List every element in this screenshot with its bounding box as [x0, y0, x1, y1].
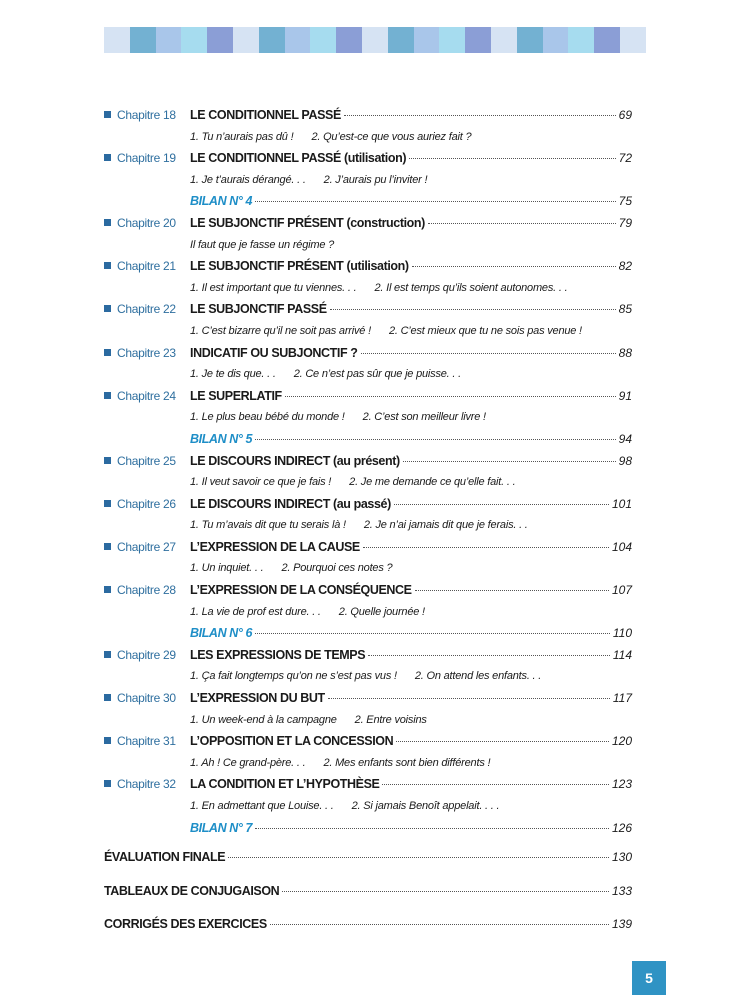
- final-section-title: CORRIGÉS DES EXERCICES: [104, 917, 267, 932]
- chapter-row[interactable]: [104, 451, 632, 473]
- chapter-subtitles: [104, 127, 632, 149]
- page-ref: 98: [618, 453, 632, 468]
- section-gap: [104, 869, 632, 881]
- header-color-strip: [104, 27, 646, 53]
- toc-entry: [190, 494, 632, 516]
- chapter-number: Chapitre 32: [117, 777, 176, 792]
- strip-cell: [414, 27, 440, 53]
- toc-entry: [190, 774, 632, 796]
- dot-leader: [255, 201, 616, 202]
- bullet-square-icon: [104, 500, 111, 507]
- toc-entry: [190, 580, 632, 602]
- bullet-square-icon: [104, 457, 111, 464]
- strip-cell: [568, 27, 594, 53]
- strip-cell: [104, 27, 130, 53]
- strip-cell: [130, 27, 156, 53]
- chapter-number: Chapitre 30: [117, 691, 176, 706]
- chapter-title: INDICATIF OU SUBJONCTIF ?: [190, 345, 358, 360]
- chapter-label: [104, 148, 190, 170]
- subtitle-item: 2. C’est son meilleur livre !: [362, 411, 486, 424]
- subtitle-item: 1. En admettant que Louise. . .: [190, 800, 334, 812]
- chapter-label: [104, 774, 190, 796]
- chapter-label: [104, 299, 190, 321]
- chapter-number: Chapitre 19: [117, 151, 176, 166]
- page-ref: 117: [612, 691, 632, 706]
- page-ref: 94: [618, 431, 632, 446]
- subtitle-item: 1. Un week-end à la campagne: [190, 713, 337, 726]
- chapter-row[interactable]: [104, 299, 632, 321]
- chapter-row[interactable]: [104, 731, 632, 753]
- subtitle-item: 1. C’est bizarre qu’il ne soit pas arrivé !: [190, 324, 371, 337]
- chapter-title: L’OPPOSITION ET LA CONCESSION: [190, 734, 394, 749]
- toc-entry: [190, 256, 632, 278]
- chapter-subtitles: [104, 235, 632, 257]
- page-ref: 133: [611, 883, 632, 898]
- subtitle-item: 1. Tu m’avais dit que tu serais là !: [190, 519, 346, 532]
- chapter-subtitles: [104, 515, 632, 537]
- bullet-square-icon: [104, 737, 111, 744]
- chapter-row[interactable]: [104, 148, 632, 170]
- strip-cell: [259, 27, 285, 53]
- toc-entry: [190, 688, 632, 710]
- chapter-title: L’EXPRESSION DU BUT: [190, 691, 325, 706]
- section-gap: [104, 839, 632, 847]
- bilan-row[interactable]: [104, 818, 632, 840]
- page-ref: 72: [618, 151, 632, 166]
- toc-entry: [190, 429, 632, 451]
- strip-cell: [543, 27, 569, 53]
- dot-leader: [403, 461, 616, 462]
- dot-leader: [285, 396, 616, 397]
- bilan-row[interactable]: [104, 191, 632, 213]
- chapter-title: L’EXPRESSION DE LA CONSÉQUENCE: [190, 583, 412, 598]
- bullet-square-icon: [104, 543, 111, 550]
- subtitle-item: 2. Pourquoi ces notes ?: [281, 562, 393, 575]
- subtitle-item: 2. Qu’est-ce que vous auriez fait ?: [311, 130, 472, 143]
- chapter-number: Chapitre 22: [117, 302, 176, 317]
- dot-leader: [394, 504, 609, 505]
- subtitle-item: 1. Un inquiet. . .: [190, 562, 264, 575]
- subtitle-item: 2. On attend les enfants. . .: [414, 670, 542, 683]
- subtitle-item: 2. Je me demande ce qu’elle fait. . .: [349, 476, 516, 489]
- toc-entry: [190, 451, 632, 473]
- chapter-label: [104, 343, 190, 365]
- toc-entry: [104, 847, 632, 869]
- bullet-square-icon: [104, 392, 111, 399]
- strip-cell: [233, 27, 259, 53]
- chapter-number: Chapitre 23: [117, 345, 176, 360]
- subtitle-item: 1. Il veut savoir ce que je fais !: [190, 476, 332, 489]
- strip-cell: [336, 27, 362, 53]
- bilan-title: BILAN N° 7: [190, 820, 253, 835]
- dot-leader: [382, 784, 609, 785]
- subtitle-item: 1. Le plus beau bébé du monde !: [190, 411, 345, 424]
- bilan-row[interactable]: [104, 429, 632, 451]
- subtitle-item: 1. Je te dis que. . .: [190, 368, 276, 381]
- chapter-label: [104, 537, 190, 559]
- page-ref: 82: [618, 259, 632, 274]
- dot-leader: [270, 924, 609, 925]
- chapter-label: [104, 688, 190, 710]
- strip-cell: [491, 27, 517, 53]
- subtitle-item: 1. Je t’aurais dérangé. . .: [190, 173, 306, 186]
- subtitle-item: 2. Je n’ai jamais dit que je ferais. . .: [363, 519, 528, 532]
- dot-leader: [368, 655, 610, 656]
- chapter-subtitles: [104, 796, 632, 818]
- chapter-title: LES EXPRESSIONS DE TEMPS: [190, 647, 366, 662]
- page-ref: 110: [612, 626, 632, 641]
- dot-leader: [255, 828, 609, 829]
- toc-entry: [190, 731, 632, 753]
- strip-cell: [594, 27, 620, 53]
- subtitle-item: 2. Si jamais Benoît appelait. . . .: [351, 800, 500, 812]
- strip-cell: [181, 27, 207, 53]
- chapter-subtitles: [104, 364, 632, 386]
- toc-entry: [190, 537, 632, 559]
- dot-leader: [428, 223, 616, 224]
- chapter-number: Chapitre 18: [117, 108, 176, 122]
- chapter-number: Chapitre 21: [117, 259, 176, 274]
- strip-cell: [388, 27, 414, 53]
- page-ref: 104: [611, 539, 632, 554]
- page-ref: 126: [611, 820, 632, 835]
- toc-entry: [190, 386, 632, 408]
- dot-leader: [330, 309, 616, 310]
- final-section-title: TABLEAUX DE CONJUGAISON: [104, 883, 280, 898]
- strip-cell: [156, 27, 182, 53]
- final-section-row[interactable]: [104, 881, 632, 903]
- chapter-title: LE CONDITIONNEL PASSÉ (utilisation): [190, 151, 407, 166]
- toc-entry: [190, 148, 632, 170]
- toc-entry: [104, 914, 632, 936]
- chapter-label: [104, 494, 190, 516]
- final-section-title: ÉVALUATION FINALE: [104, 850, 226, 865]
- chapter-subtitles: [104, 666, 632, 688]
- chapter-title: LE DISCOURS INDIRECT (au passé): [190, 496, 391, 511]
- page-ref: 101: [611, 496, 632, 511]
- toc-entry: [190, 191, 632, 213]
- chapter-number: Chapitre 25: [117, 453, 176, 468]
- page-ref: 75: [618, 194, 632, 209]
- subtitle-item: 2. Ce n’est pas sûr que je puisse. . .: [293, 368, 461, 381]
- bullet-square-icon: [104, 651, 111, 658]
- chapter-row[interactable]: [104, 494, 632, 516]
- chapter-label: [104, 386, 190, 408]
- subtitle-item: Il faut que je fasse un régime ?: [190, 238, 335, 251]
- bullet-square-icon: [104, 586, 111, 593]
- page-ref: 85: [618, 302, 632, 317]
- chapter-subtitles: [104, 710, 632, 732]
- page-ref: 139: [611, 917, 632, 932]
- chapter-row[interactable]: [104, 688, 632, 710]
- page-ref: 88: [618, 345, 632, 360]
- chapter-label: [104, 256, 190, 278]
- page-ref: 130: [611, 850, 632, 865]
- chapter-subtitles: [104, 602, 632, 624]
- chapter-subtitles: [104, 407, 632, 429]
- subtitle-item: 1. Il est important que tu viennes. . .: [190, 281, 357, 294]
- bullet-square-icon: [104, 694, 111, 701]
- chapter-title: LE SUBJONCTIF PASSÉ: [190, 302, 327, 317]
- chapter-label: [104, 645, 190, 667]
- page-ref: 114: [612, 647, 632, 662]
- subtitle-item: 1. Tu n’aurais pas dû !: [190, 130, 294, 143]
- chapter-title: LA CONDITION ET L’HYPOTHÈSE: [190, 777, 380, 792]
- chapter-subtitles: [104, 558, 632, 580]
- chapter-subtitles: [104, 278, 632, 300]
- page-ref: 91: [618, 388, 632, 403]
- chapter-number: Chapitre 26: [117, 496, 176, 511]
- bullet-square-icon: [104, 111, 111, 118]
- final-section-row[interactable]: [104, 847, 632, 869]
- strip-cell: [207, 27, 233, 53]
- subtitle-item: 2. Mes enfants sont bien différents !: [323, 756, 491, 769]
- page-number: 5: [632, 961, 666, 995]
- chapter-row[interactable]: [104, 105, 632, 127]
- page-ref: 123: [611, 777, 632, 792]
- subtitle-item: 1. Ah ! Ce grand-père. . .: [190, 756, 306, 769]
- chapter-title: LE CONDITIONNEL PASSÉ: [190, 108, 341, 122]
- bullet-square-icon: [104, 154, 111, 161]
- dot-leader: [396, 741, 609, 742]
- chapter-subtitles: [104, 170, 632, 192]
- chapter-row[interactable]: [104, 386, 632, 408]
- table-of-contents: [104, 105, 632, 936]
- chapter-row[interactable]: [104, 645, 632, 667]
- subtitle-item: 1. La vie de prof est dure. . .: [190, 605, 321, 618]
- chapter-title: LE SUBJONCTIF PRÉSENT (utilisation): [190, 259, 409, 274]
- bullet-square-icon: [104, 219, 111, 226]
- subtitle-item: 2. Entre voisins: [354, 713, 427, 726]
- chapter-subtitles: [104, 472, 632, 494]
- toc-entry: [190, 343, 632, 365]
- chapter-title: L’EXPRESSION DE LA CAUSE: [190, 539, 360, 554]
- strip-cell: [465, 27, 491, 53]
- dot-leader: [255, 633, 610, 634]
- chapter-row[interactable]: [104, 343, 632, 365]
- page-ref: 107: [611, 583, 632, 598]
- chapter-title: LE SUPERLATIF: [190, 388, 282, 403]
- strip-cell: [362, 27, 388, 53]
- toc-entry: [190, 645, 632, 667]
- bullet-square-icon: [104, 262, 111, 269]
- toc-entry: [104, 881, 632, 903]
- bilan-title: BILAN N° 4: [190, 194, 253, 209]
- chapter-subtitles: [104, 321, 632, 343]
- chapter-subtitles: [104, 753, 632, 775]
- dot-leader: [361, 353, 616, 354]
- dot-leader: [228, 857, 609, 858]
- strip-cell: [285, 27, 311, 53]
- bullet-square-icon: [104, 305, 111, 312]
- toc-entry: [190, 213, 632, 235]
- chapter-row[interactable]: [104, 580, 632, 602]
- chapter-number: Chapitre 20: [117, 215, 176, 230]
- chapter-title: LE SUBJONCTIF PRÉSENT (construction): [190, 215, 425, 230]
- toc-entry: [190, 818, 632, 840]
- strip-cell: [439, 27, 465, 53]
- page-ref: 79: [618, 215, 632, 230]
- bilan-title: BILAN N° 6: [190, 626, 253, 641]
- chapter-label: [104, 213, 190, 235]
- page-ref: 120: [611, 734, 632, 749]
- page-ref: 69: [618, 108, 632, 122]
- bullet-square-icon: [104, 349, 111, 356]
- bilan-title: BILAN N° 5: [190, 431, 253, 446]
- strip-cell: [620, 27, 646, 53]
- subtitle-item: 2. C’est mieux que tu ne sois pas venue !: [388, 324, 582, 337]
- section-gap: [104, 902, 632, 914]
- bullet-square-icon: [104, 780, 111, 787]
- subtitle-item: 1. Ça fait longtemps qu’on ne s’est pas vus !: [190, 670, 397, 683]
- dot-leader: [412, 266, 616, 267]
- dot-leader: [282, 891, 609, 892]
- subtitle-item: 2. J’aurais pu l’inviter !: [323, 173, 428, 186]
- strip-cell: [310, 27, 336, 53]
- dot-leader: [409, 158, 616, 159]
- final-section-row[interactable]: [104, 914, 632, 936]
- chapter-label: [104, 451, 190, 473]
- chapter-label: [104, 731, 190, 753]
- chapter-row[interactable]: [104, 537, 632, 559]
- dot-leader: [255, 439, 616, 440]
- chapter-label: [104, 580, 190, 602]
- chapter-number: Chapitre 24: [117, 388, 176, 403]
- chapter-title: LE DISCOURS INDIRECT (au présent): [190, 453, 400, 468]
- toc-entry: [190, 105, 632, 127]
- dot-leader: [328, 698, 610, 699]
- subtitle-item: 2. Il est temps qu’ils soient autonomes. . .: [374, 281, 568, 294]
- dot-leader: [363, 547, 609, 548]
- chapter-row[interactable]: [104, 774, 632, 796]
- toc-entry: [190, 299, 632, 321]
- chapter-row[interactable]: [104, 213, 632, 235]
- chapter-label: [104, 105, 190, 127]
- toc-entry: [190, 623, 632, 645]
- chapter-number: Chapitre 31: [117, 734, 176, 749]
- dot-leader: [415, 590, 609, 591]
- bilan-row[interactable]: [104, 623, 632, 645]
- subtitle-item: 2. Quelle journée !: [338, 605, 425, 618]
- dot-leader: [344, 115, 616, 116]
- chapter-number: Chapitre 29: [117, 647, 176, 662]
- chapter-number: Chapitre 27: [117, 539, 176, 554]
- strip-cell: [517, 27, 543, 53]
- chapter-row[interactable]: [104, 256, 632, 278]
- chapter-number: Chapitre 28: [117, 583, 176, 598]
